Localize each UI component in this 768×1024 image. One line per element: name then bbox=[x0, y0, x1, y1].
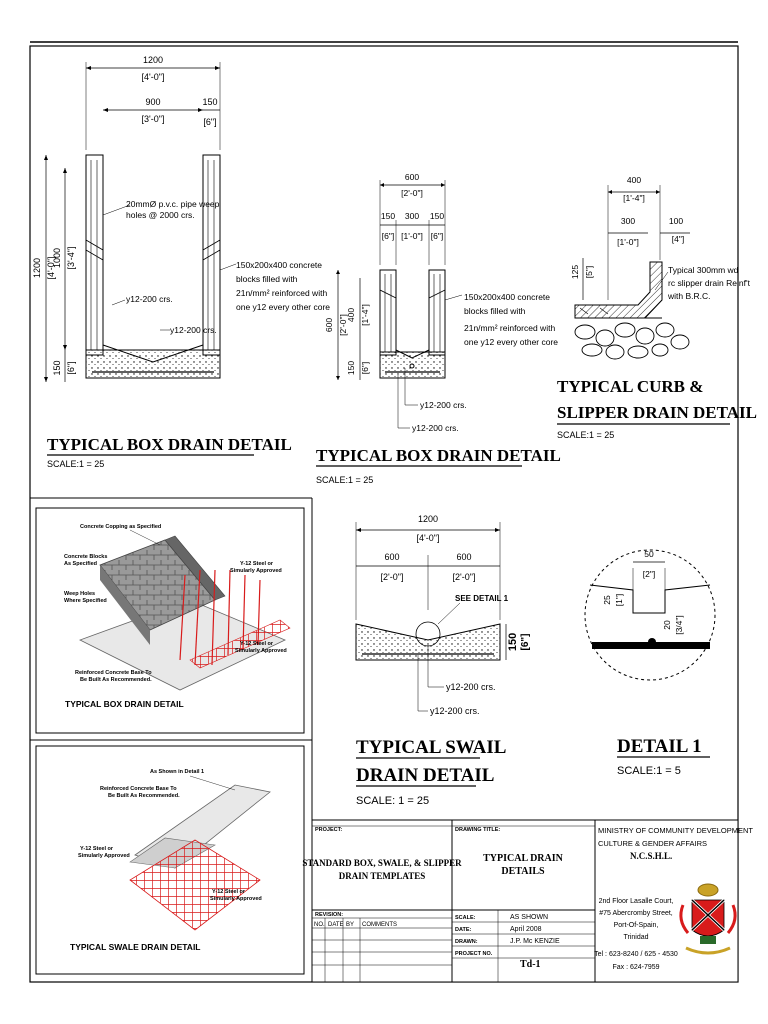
iso-swale-panel bbox=[36, 746, 304, 974]
iso-label-weep-1: Weep Holes bbox=[64, 591, 96, 597]
iso-label-weep-2: Where Specified bbox=[64, 598, 107, 604]
dim-curb-inner-width-imperial: [1'-0"] bbox=[617, 237, 639, 247]
dim-total-height-2-imperial: [2'-0"] bbox=[338, 314, 348, 336]
dim-curb-width-imperial: [4"] bbox=[671, 234, 685, 244]
dim-swale-half-left: 600 bbox=[384, 552, 400, 562]
dim-inner-height-2: 400 bbox=[346, 307, 356, 323]
dim-swale-half-right: 600 bbox=[456, 552, 472, 562]
date-label: DATE: bbox=[455, 927, 472, 933]
dim-curb-width: 100 bbox=[668, 216, 684, 226]
note-blocks-2-3: 21n/mm² reinforced with bbox=[464, 323, 556, 333]
iso-label-base-1: Reinforced Concrete Base To bbox=[75, 670, 152, 676]
dim-inner-width-2-imperial: [1'-0"] bbox=[401, 231, 423, 241]
swale-scale: SCALE: 1 = 25 bbox=[356, 795, 430, 807]
dim-base: 150 bbox=[52, 360, 62, 376]
note-y12-a: y12-200 crs. bbox=[126, 294, 173, 304]
scale-value: AS SHOWN bbox=[510, 914, 549, 921]
swale-title-1: TYPICAL SWAIL bbox=[356, 737, 507, 758]
box-drain-scale-2: SCALE:1 = 25 bbox=[316, 475, 374, 485]
address-line-3: Port-Of-Spain, bbox=[613, 922, 659, 929]
address-line-2: #75 Abercromby Street, bbox=[599, 910, 673, 917]
box-drain-detail-2 bbox=[316, 172, 561, 485]
tel: Tel : 623-8240 / 625 - 4530 bbox=[594, 951, 678, 958]
dim-curb-total-width-imperial: [1'-4"] bbox=[623, 193, 645, 203]
iso-swale-label-steel-b2: Simularly Approved bbox=[210, 896, 262, 902]
note-blocks-2-1: 150x200x400 concrete bbox=[464, 292, 551, 302]
dim-swale-height-imperial: [6"] bbox=[520, 633, 531, 651]
dim-total-width-2-imperial: [2'-0"] bbox=[401, 188, 423, 198]
note-blocks-2-4: one y12 every other core bbox=[464, 337, 559, 347]
dim-detail-height: 25 bbox=[602, 595, 612, 605]
iso-label-coping: Concrete Copping as Specified bbox=[80, 524, 162, 530]
note-blocks-2: blocks filled with bbox=[236, 274, 298, 284]
dim-wall: 150 bbox=[202, 97, 218, 107]
detail1-scale: SCALE:1 = 5 bbox=[617, 765, 681, 777]
drawing-title-2: DETAILS bbox=[501, 866, 545, 877]
note-weep-holes-2: holes @ 2000 crs. bbox=[126, 210, 195, 220]
dim-detail-width: 50 bbox=[644, 549, 654, 559]
note-swale-y12-a: y12-200 crs. bbox=[446, 682, 496, 692]
dim-wall-right-2: 150 bbox=[429, 211, 445, 221]
ministry-line-1: MINISTRY OF COMMUNITY DEVELOPMENT bbox=[598, 826, 754, 835]
drawing-title-label: DRAWING TITLE: bbox=[455, 827, 501, 833]
iso-label-blocks-2: As Specified bbox=[64, 561, 98, 567]
iso-swale-label-detail: As Shown in Detail 1 bbox=[150, 769, 205, 775]
dim-total-width: 1200 bbox=[142, 55, 164, 65]
dim-wall-left-2-imperial: [6"] bbox=[381, 231, 395, 241]
note-blocks-4: one y12 every other core bbox=[236, 302, 331, 312]
detail1-title: DETAIL 1 bbox=[617, 736, 702, 757]
dim-swale-half-left-imperial: [2'-0"] bbox=[380, 572, 404, 582]
dim-inner-height: 1000 bbox=[52, 247, 62, 269]
dim-inner-width-imperial: [3'-0"] bbox=[141, 114, 165, 124]
org-name: N.C.S.H.L. bbox=[630, 851, 673, 861]
date-value: April 2008 bbox=[510, 926, 542, 933]
col-by: BY bbox=[346, 922, 355, 928]
note-y12-2-b: y12-200 crs. bbox=[412, 423, 459, 433]
drawing-title-1: TYPICAL DRAIN bbox=[483, 853, 563, 864]
dim-total-width-2: 600 bbox=[404, 172, 420, 182]
note-y12-2-a: y12-200 crs. bbox=[420, 400, 467, 410]
dim-total-height-2: 600 bbox=[324, 317, 334, 333]
dim-inner-height-2-imperial: [1'-4"] bbox=[360, 304, 370, 326]
iso-box-panel bbox=[36, 508, 304, 733]
revision-label: REVISION: bbox=[315, 912, 344, 918]
curb-title-2: SLIPPER DRAIN DETAIL bbox=[557, 403, 757, 422]
swale-title-2: DRAIN DETAIL bbox=[356, 765, 495, 786]
dim-curb-height: 125 bbox=[570, 264, 580, 280]
note-weep-holes-1: 20mmØ p.v.c. pipe weep bbox=[126, 199, 220, 209]
box-drain-detail-1 bbox=[32, 55, 330, 469]
project-no-value: Td-1 bbox=[520, 959, 541, 970]
scale-label: SCALE: bbox=[455, 915, 476, 921]
dim-detail-height-imperial: [1"] bbox=[614, 593, 624, 607]
project-label: PROJECT: bbox=[315, 827, 343, 833]
dim-detail-width-imperial: [2"] bbox=[642, 569, 656, 579]
col-date: DATE bbox=[328, 922, 344, 928]
curb-title-1: TYPICAL CURB & bbox=[557, 377, 704, 396]
iso-label-steel-2: Simularly Approved bbox=[230, 568, 282, 574]
drawn-label: DRAWN: bbox=[455, 939, 478, 945]
iso-box-title: TYPICAL BOX DRAIN DETAIL bbox=[65, 699, 184, 709]
iso-swale-label-steel-1: Y-12 Steel or bbox=[80, 846, 114, 852]
title-block bbox=[302, 820, 753, 982]
note-swale-y12-b: y12-200 crs. bbox=[430, 706, 480, 716]
dim-wall-right-2-imperial: [6"] bbox=[430, 231, 444, 241]
iso-swale-label-steel-b1: Y-12 Steel or bbox=[212, 889, 246, 895]
note-blocks-2-2: blocks filled with bbox=[464, 306, 526, 316]
dim-inner-width: 900 bbox=[145, 97, 161, 107]
drawn-value: J.P. Mc KENZIE bbox=[510, 938, 560, 945]
dim-base-imperial: [6"] bbox=[66, 361, 76, 375]
address-line-4: Trinidad bbox=[623, 934, 649, 941]
iso-swale-title: TYPICAL SWALE DRAIN DETAIL bbox=[70, 942, 201, 952]
note-y12-b: y12-200 crs. bbox=[170, 325, 217, 335]
dim-swale-total-width: 1200 bbox=[417, 514, 439, 524]
note-blocks-1: 150x200x400 concrete bbox=[236, 260, 323, 270]
iso-label-steel-b2: Simularly Approved bbox=[235, 648, 287, 654]
dim-total-width-imperial: [4'-0"] bbox=[141, 72, 165, 82]
dim-base-2-imperial: [6"] bbox=[360, 361, 370, 375]
box-drain-scale-1: SCALE:1 = 25 bbox=[47, 459, 105, 469]
iso-swale-label-base-2: Be Built As Recommended. bbox=[108, 793, 180, 799]
iso-swale-label-base-1: Reinforced Concrete Base To bbox=[100, 786, 177, 792]
note-slipper-1: Typical 300mm wd bbox=[668, 265, 739, 275]
dim-swale-total-width-imperial: [4'-0"] bbox=[416, 533, 440, 543]
iso-label-steel-1: Y-12 Steel or bbox=[240, 561, 274, 567]
ministry-line-2: CULTURE & GENDER AFFAIRS bbox=[598, 839, 708, 848]
box-drain-title-2: TYPICAL BOX DRAIN DETAIL bbox=[316, 446, 561, 465]
dim-curb-inner-width: 300 bbox=[620, 216, 636, 226]
curb-slipper-detail bbox=[557, 175, 757, 440]
iso-label-base-2: Be Built As Recommended. bbox=[80, 677, 152, 683]
box-drain-title-1: TYPICAL BOX DRAIN DETAIL bbox=[47, 435, 292, 454]
dim-inner-height-imperial: [3'-4"] bbox=[66, 246, 76, 270]
project-no-label: PROJECT NO. bbox=[455, 951, 493, 957]
col-no: NO. bbox=[314, 922, 325, 928]
note-slipper-2: rc slipper drain Reinf't bbox=[668, 278, 750, 288]
dim-detail-bar-imperial: [3/4"] bbox=[674, 615, 684, 635]
dim-detail-bar: 20 bbox=[662, 620, 672, 630]
dim-inner-width-2: 300 bbox=[404, 211, 420, 221]
dim-swale-half-right-imperial: [2'-0"] bbox=[452, 572, 476, 582]
detail-1 bbox=[585, 549, 715, 777]
dim-wall-imperial: [6"] bbox=[203, 117, 217, 127]
dim-base-2: 150 bbox=[346, 360, 356, 376]
see-detail-1: SEE DETAIL 1 bbox=[455, 594, 509, 603]
address-line-1: 2nd Floor Lasalle Court, bbox=[598, 898, 674, 905]
dim-swale-height: 150 bbox=[507, 632, 519, 652]
col-comments: COMMENTS bbox=[362, 922, 397, 928]
project-name-2: DRAIN TEMPLATES bbox=[338, 871, 426, 881]
project-name-1: STANDARD BOX, SWALE, & SLIPPER bbox=[302, 858, 462, 868]
dim-curb-total-width: 400 bbox=[626, 175, 642, 185]
iso-swale-label-steel-2: Simularly Approved bbox=[78, 853, 130, 859]
note-blocks-3: 21n/mm² reinforced with bbox=[236, 288, 328, 298]
iso-label-steel-b1: Y-12 Steel or bbox=[240, 641, 274, 647]
dim-curb-height-imperial: [5"] bbox=[584, 265, 594, 279]
curb-scale: SCALE:1 = 25 bbox=[557, 430, 615, 440]
dim-total-height-imperial: [4'-0"] bbox=[46, 256, 56, 280]
fax: Fax : 624-7959 bbox=[612, 964, 660, 971]
note-slipper-3: with B.R.C. bbox=[668, 291, 711, 301]
iso-label-blocks-1: Concrete Blocks bbox=[64, 554, 108, 560]
dim-total-height: 1200 bbox=[32, 257, 42, 279]
dim-wall-left-2: 150 bbox=[380, 211, 396, 221]
swale-drain-detail bbox=[356, 514, 531, 807]
